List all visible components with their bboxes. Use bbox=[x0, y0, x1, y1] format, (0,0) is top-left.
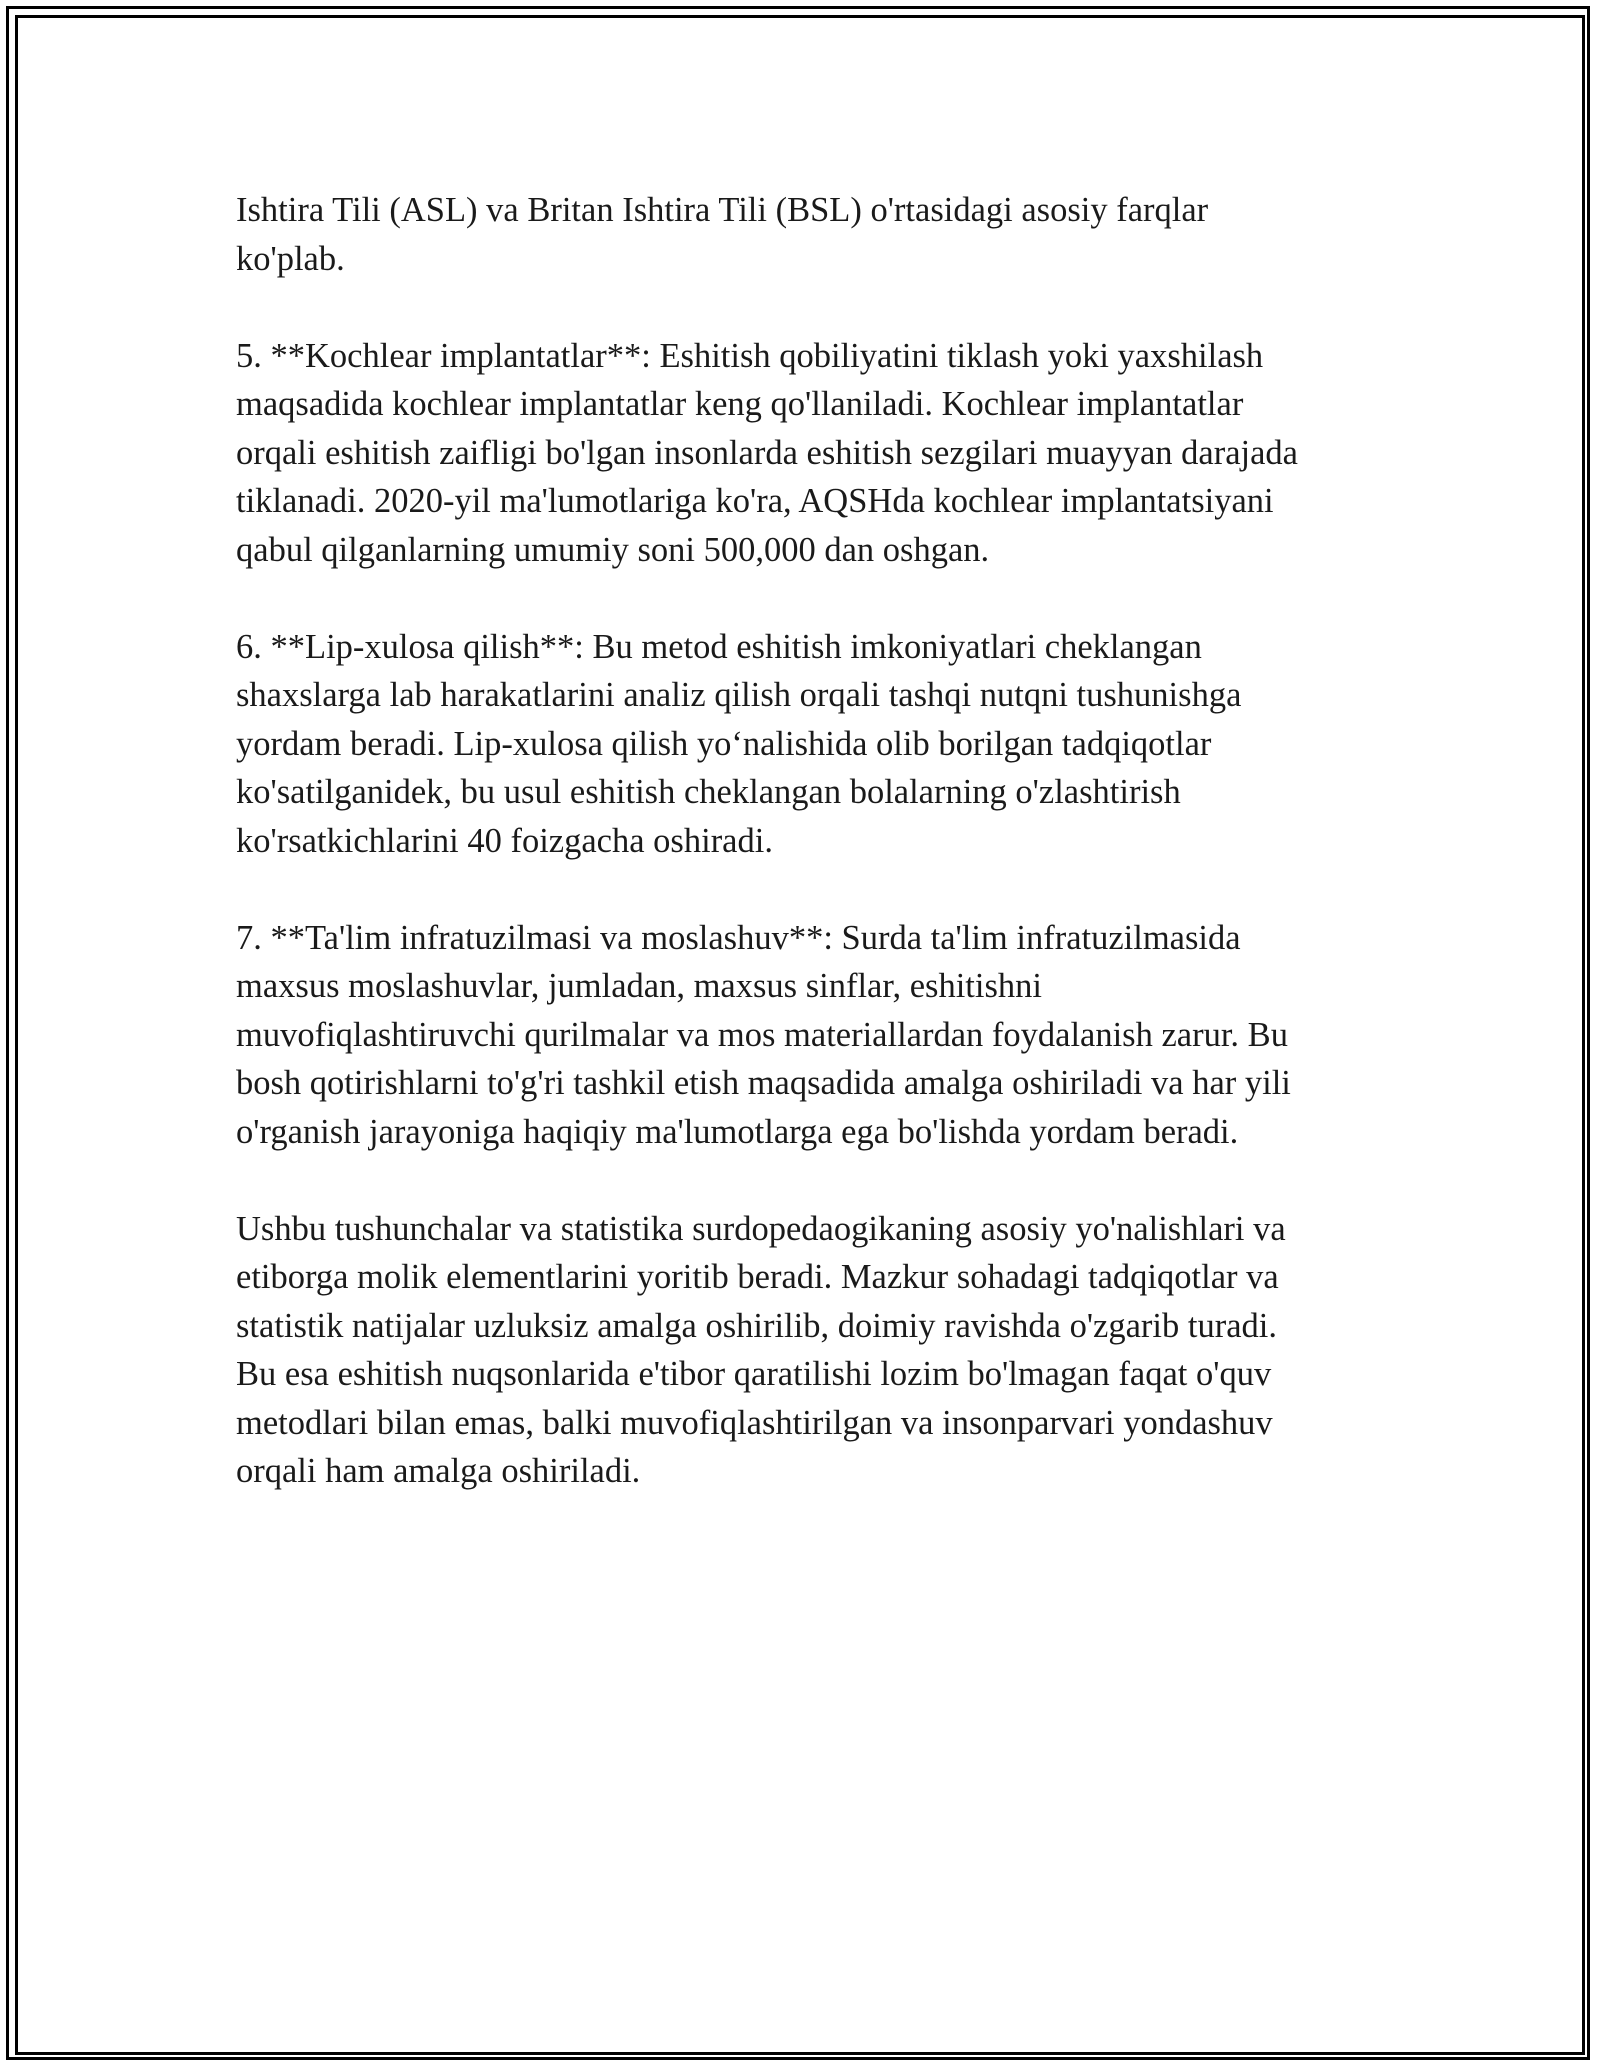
paragraph-item-5-cochlear-implants: 5. **Kochlear implantatlar**: Eshitish qobiliyatini tiklash yoki yaxshilash maqsadida kochlear implantatlar keng qo'llaniladi. Kochlear implantatlar orqali eshitish zaifligi bo'lgan insonlarda eshitish sezgilari muayyan darajada tiklanadi. 2020-yil ma'lumotlariga ko'ra, AQSHda kochlear implantatsiyani qabul qilganlarning umumiy soni 500,000 dan oshgan. bbox=[236, 336, 1298, 569]
paragraph-conclusion: Ushbu tushunchalar va statistika surdopedaogikaning asosiy yo'nalishlari va etiborga molik elementlarini yoritib beradi. Mazkur sohadagi tadqiqotlar va statistik natijalar uzluksiz amalga oshirilib, doimiy ravishda o'zgarib turadi. Bu esa eshitish nuqsonlarida e'tibor qaratilishi lozim bo'lmagan faqat o'quv metodlari bilan emas, balki muvofiqlashtirilgan va insonparvari yondashuv orqali ham amalga oshiriladi. bbox=[236, 1209, 1286, 1490]
paragraph-item-7-education-infrastructure: 7. **Ta'lim infratuzilmasi va moslashuv**: Surda ta'lim infratuzilmasida maxsus moslashuvlar, jumladan, maxsus sinflar, eshitishni muvofiqlashtiruvchi qurilmalar va mos materiallardan foydalanish zarur. Bu bosh qotirishlarni to'g'ri tashkil etish maqsadida amalga oshiriladi va har yili o'rganish jarayoniga haqiqiy ma'lumotlarga ega bo'lishda yordam beradi. bbox=[236, 918, 1291, 1151]
paragraph-intro-continuation: Ishtira Tili (ASL) va Britan Ishtira Tili (BSL) o'rtasidagi asosiy farqlar ko'plab. bbox=[236, 191, 1209, 278]
paragraph-item-6-lip-reading: 6. **Lip-xulosa qilish**: Bu metod eshitish imkoniyatlari cheklangan shaxslarga lab harakatlarini analiz qilish orqali tashqi nutqni tushunishga yordam beradi. Lip-xulosa qilish yo‘nalishida olib borilgan tadqiqotlar ko'satilganidek, bu usul eshitish cheklangan bolalarning o'zlashtirish ko'rsatkichlarini 40 foizgacha oshiradi. bbox=[236, 627, 1242, 860]
document-body bbox=[236, 186, 1376, 1544]
